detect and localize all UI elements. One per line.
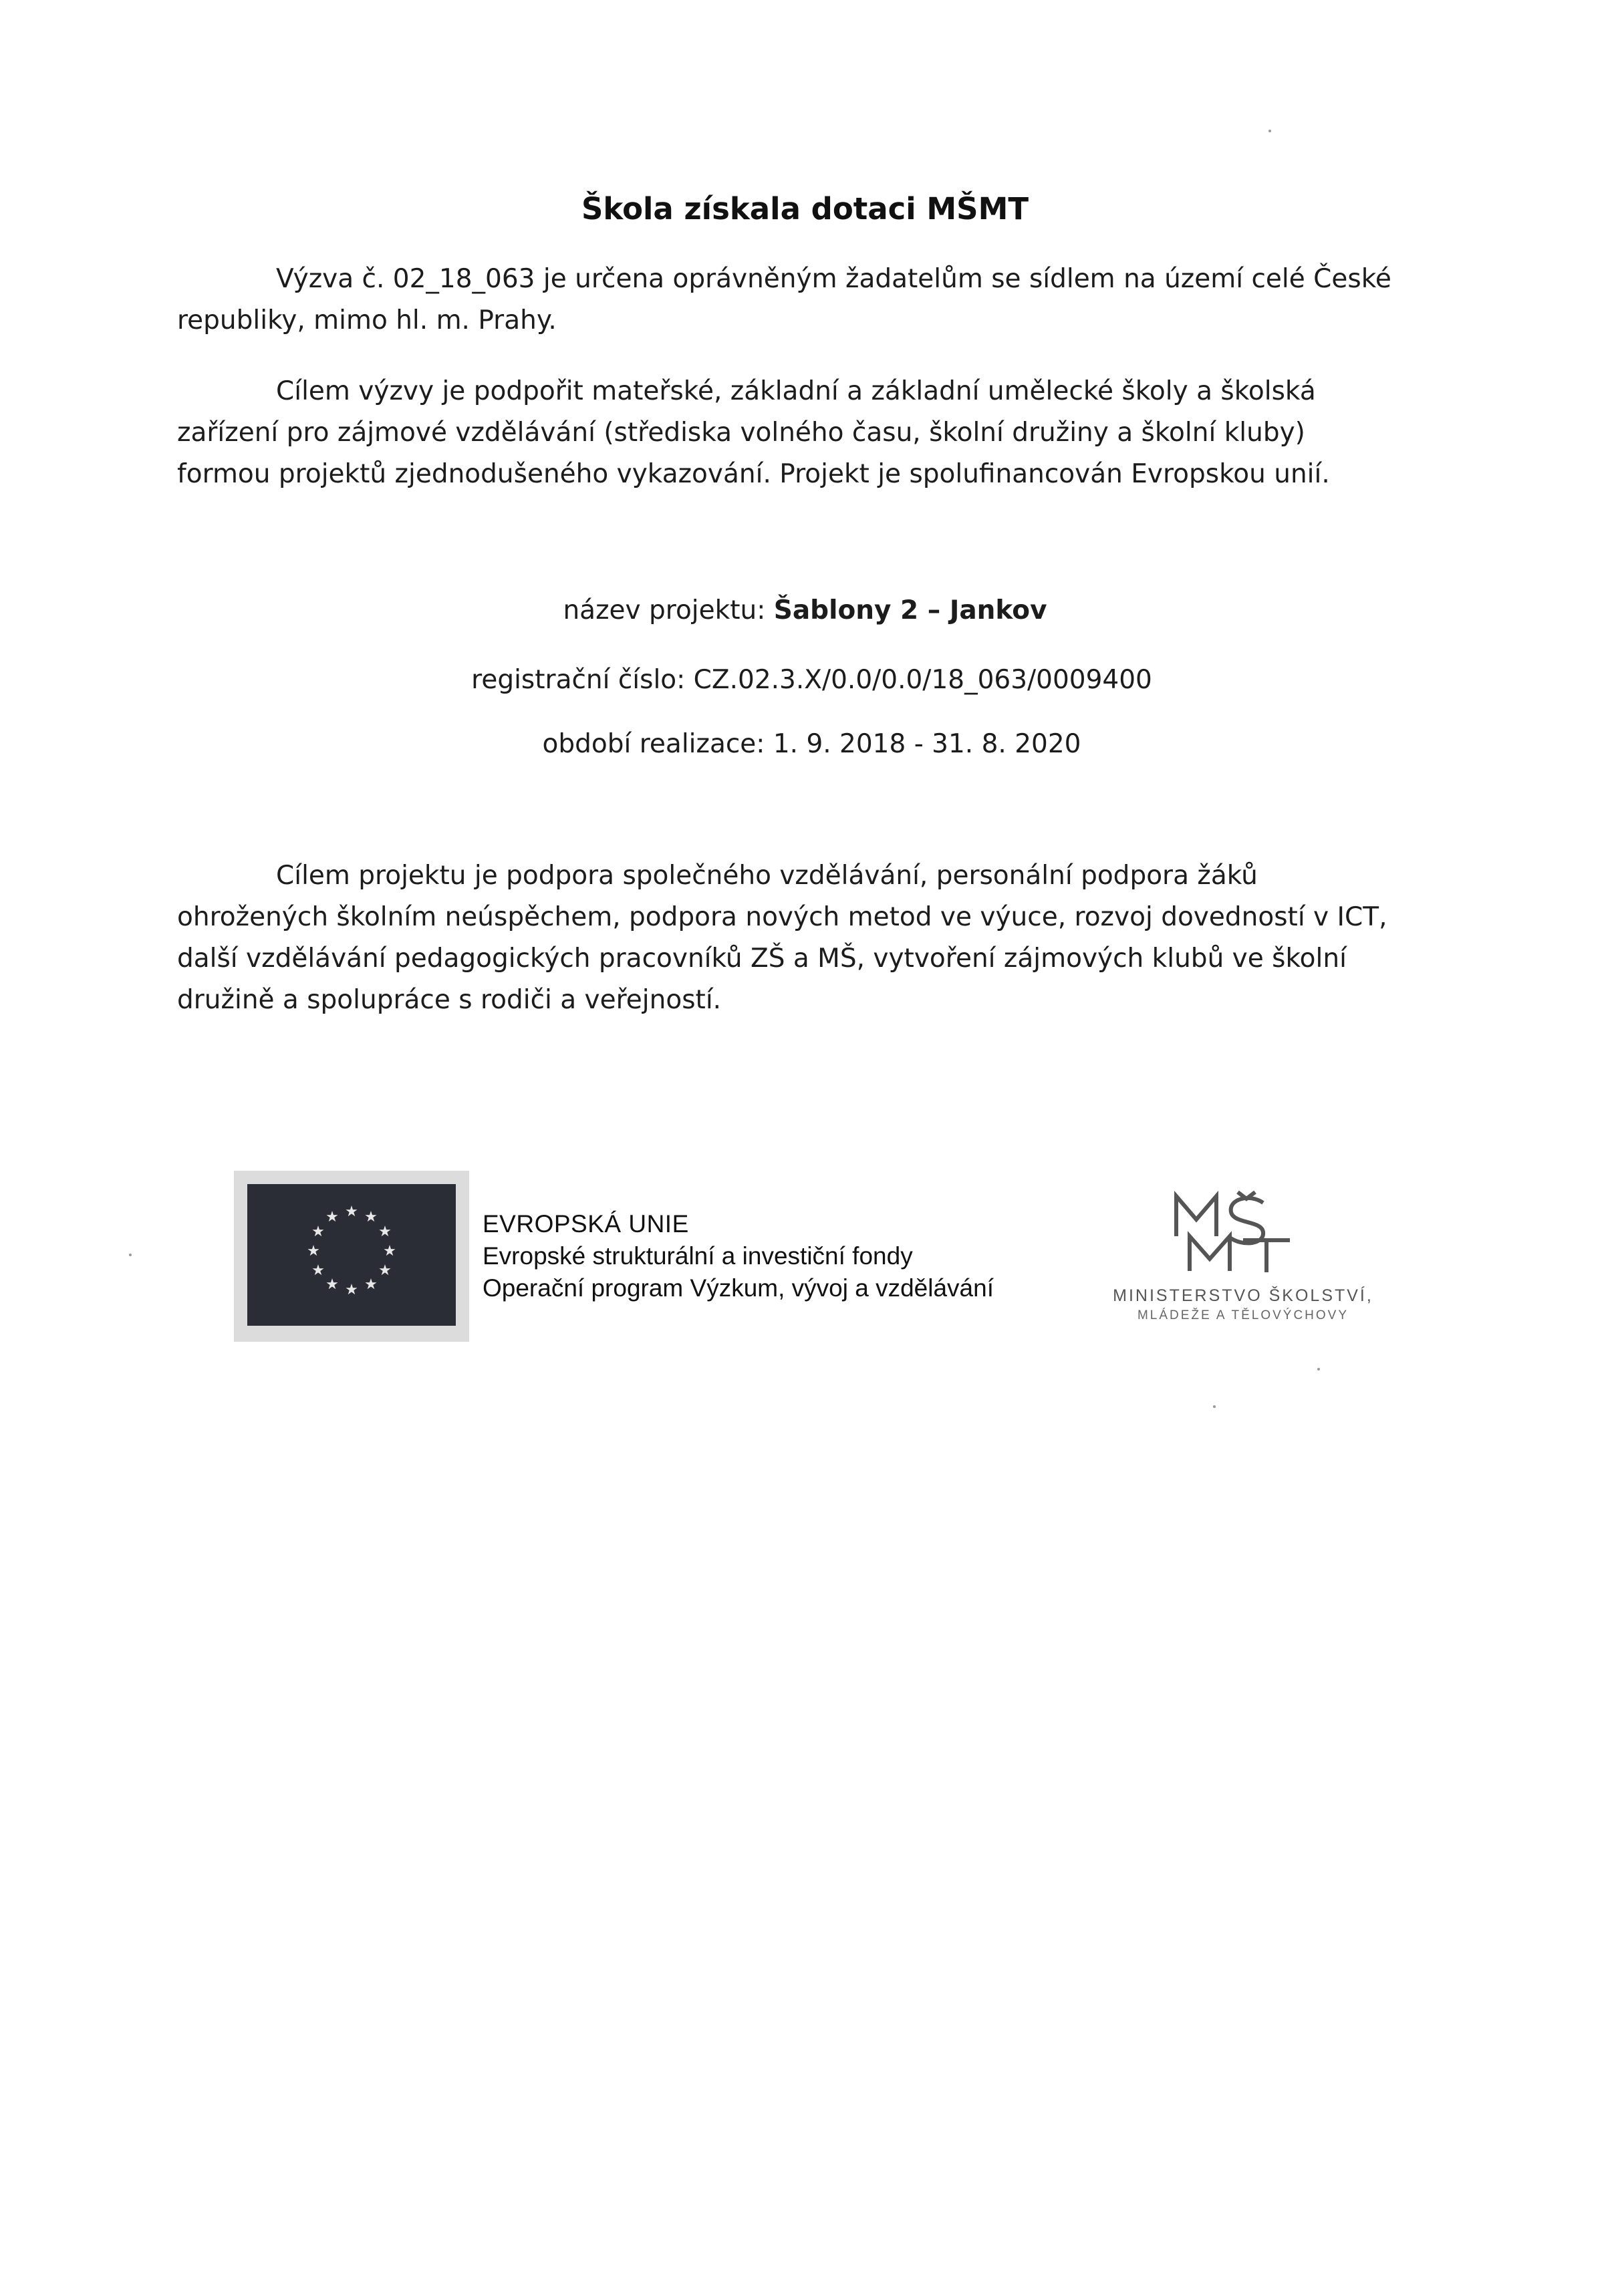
paragraph-line: Cílem výzvy je podpořit mateřské, základní a základní umělecké školy a školská xyxy=(276,376,1316,406)
paragraph-line: další vzdělávání pedagogických pracovníků ZŠ a MŠ, vytvoření zájmových klubů ve školní xyxy=(177,944,1347,974)
scan-speck xyxy=(1268,130,1271,132)
svg-text:★: ★ xyxy=(311,1262,325,1279)
paragraph-call xyxy=(177,259,1447,341)
paragraph-line: republiky, mimo hl. m. Prahy. xyxy=(177,305,557,335)
svg-text:★: ★ xyxy=(307,1243,320,1260)
scan-speck xyxy=(1213,1405,1216,1408)
scan-speck xyxy=(129,1254,132,1256)
svg-text:★: ★ xyxy=(325,1209,339,1226)
msmt-mark-icon xyxy=(1163,1189,1317,1276)
eu-logo-text xyxy=(483,1208,994,1304)
paragraph-aim xyxy=(177,371,1447,495)
project-registration: registrační číslo: CZ.02.3.X/0.0/0.0/18_063/0009400 xyxy=(471,665,1152,695)
paragraph-line: Výzva č. 02_18_063 je určena oprávněným žadatelům se sídlem na území celé České xyxy=(276,264,1391,294)
msmt-subtitle: MLÁDEŽE A TĚLOVÝCHOVY xyxy=(1137,1308,1349,1322)
svg-text:★: ★ xyxy=(364,1209,378,1226)
paragraph-line: Cílem projektu je podpora společného vzdělávání, personální podpora žáků xyxy=(276,861,1258,891)
svg-text:★: ★ xyxy=(383,1243,396,1260)
scan-speck xyxy=(1317,1368,1320,1371)
eu-stars-icon xyxy=(247,1184,456,1326)
msmt-logo xyxy=(1096,1189,1390,1343)
svg-text:★: ★ xyxy=(378,1224,392,1240)
svg-text:★: ★ xyxy=(364,1276,378,1293)
project-name-label: název projektu: xyxy=(563,595,774,625)
msmt-name: MINISTERSTVO ŠKOLSTVÍ, xyxy=(1113,1286,1373,1305)
paragraph-line: družině a spolupráce s rodiči a veřejností. xyxy=(177,985,722,1015)
project-name xyxy=(0,592,1610,629)
paragraph-line: zařízení pro zájmové vzdělávání (střediska volného času, školní družiny a školní kluby) xyxy=(177,418,1305,448)
eu-logo-line3: Operační program Výzkum, vývoj a vzdělávání xyxy=(483,1274,994,1302)
project-period: období realizace: 1. 9. 2018 - 31. 8. 2020 xyxy=(542,729,1081,759)
svg-text:★: ★ xyxy=(311,1224,325,1240)
svg-text:★: ★ xyxy=(325,1276,339,1293)
project-name-value: Šablony 2 – Jankov xyxy=(773,595,1047,625)
eu-flag-frame xyxy=(234,1171,469,1342)
eu-flag-icon xyxy=(247,1184,456,1326)
eu-logo-line2: Evropské strukturální a investiční fondy xyxy=(483,1242,913,1270)
paragraph-line: ohrožených školním neúspěchem, podpora nových metod ve výuce, rozvoj dovedností v ICT, xyxy=(177,902,1387,932)
paragraph-line: formou projektů zjednodušeného vykazování. Projekt je spolufinancován Evropskou unií. xyxy=(177,459,1330,489)
eu-logo-line1: EVROPSKÁ UNIE xyxy=(483,1210,689,1238)
paragraph-project-goals xyxy=(177,855,1447,1021)
document-title: Škola získala dotaci MŠMT xyxy=(581,191,1029,227)
svg-text:★: ★ xyxy=(345,1282,358,1298)
svg-text:★: ★ xyxy=(345,1203,358,1220)
eu-funding-logo xyxy=(234,1171,1069,1342)
svg-text:★: ★ xyxy=(378,1262,392,1279)
